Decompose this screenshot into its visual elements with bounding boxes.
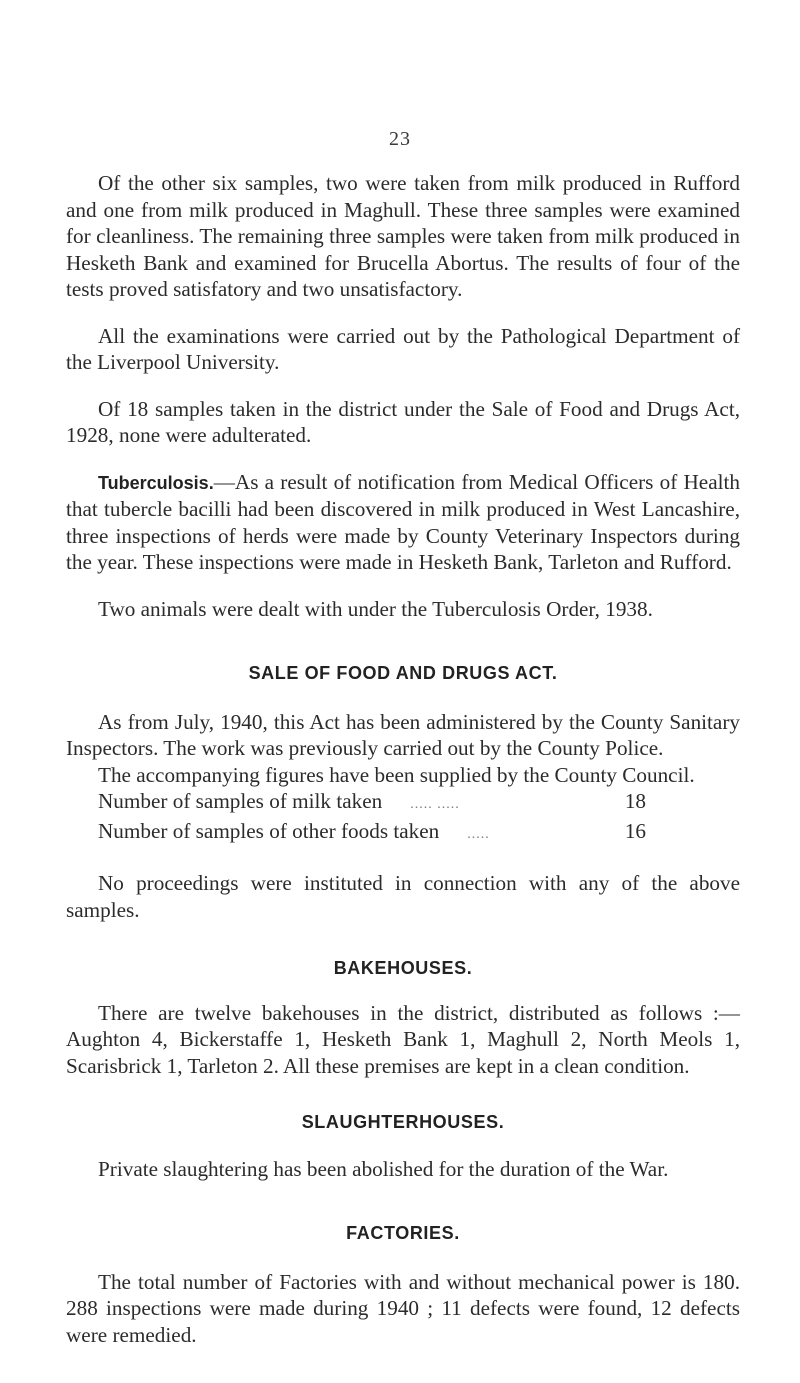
leader-dots: ..... [467,827,490,842]
paragraph-tuberculosis-order: Two animals were dealt with under the Tuberculosis Order, 1938. [98,596,653,621]
page-number: 23 [389,128,411,150]
paragraph-bakehouses: There are twelve bakehouses in the district, distributed as follows :—Aughton 4, Bickerstaffe 1, Hesketh Bank 1, Maghull 2, North Meols 1, Scarisbrick 1, Tarleton 2. All these premises are kept in a clean condition. [66,1000,740,1078]
paragraph-examinations: All the examinations were carried out by the Pathological Department of the Liverpool University. [66,323,740,374]
leader-dots: ..... ..... [410,797,460,812]
section-heading-sale-food: SALE OF FOOD AND DRUGS ACT. [248,663,558,683]
section-heading-factories: FACTORIES. [346,1223,460,1243]
row-label: Number of samples of other foods taken [98,819,440,843]
section-heading-bakehouses: BAKEHOUSES. [333,958,473,978]
section-heading-slaughterhouses: SLAUGHTERHOUSES. [301,1112,505,1132]
paragraph-factories: The total number of Factories with and without mechanical power is 180. 288 inspections were made during 1940 ; 11 defects were found, 12 defects were remedied. [66,1269,740,1347]
paragraph-proceedings: No proceedings were instituted in connection with any of the above samples. [66,871,740,922]
tuberculosis-text: —As a result of notification from Medical Officers of Health that tubercle bacilli had been discovered in milk produced in West Lancashire, three inspections of herds were made by County Veterinary Inspectors during the year. These inspections were made in Hesketh Bank, Tarleton and Rufford. [66,469,740,574]
page-body [66,170,740,1348]
paragraph-18-samples: Of 18 samples taken in the district under the Sale of Food and Drugs Act, 1928, none were adulterated. [66,396,740,447]
paragraph-other-samples: Of the other six samples, two were taken from milk produced in Rufford and one from milk produced in Maghull. These three samples were examined for cleanliness. The remaining three samples were taken from milk produced in Hesketh Bank and examined for Brucella Abortus. The results of four of the tests proved satisfatory and two unsatisfactory. [66,171,740,301]
row-value: 16 [624,819,646,843]
table-row [66,788,740,818]
paragraph-sale-food-1: As from July, 1940, this Act has been administered by the County Sanitary Inspectors. The work was previously carried out by the County Police. [66,709,740,760]
tuberculosis-heading: Tuberculosis. [98,472,214,493]
paragraph-slaughterhouses: Private slaughtering has been abolished for the duration of the War. [98,1156,669,1181]
row-value: 18 [624,789,646,813]
row-label: Number of samples of milk taken [98,789,383,813]
table-row [66,818,740,848]
paragraph-tuberculosis [66,469,740,576]
paragraph-sale-food-2: The accompanying figures have been supplied by the County Council. [98,762,695,787]
